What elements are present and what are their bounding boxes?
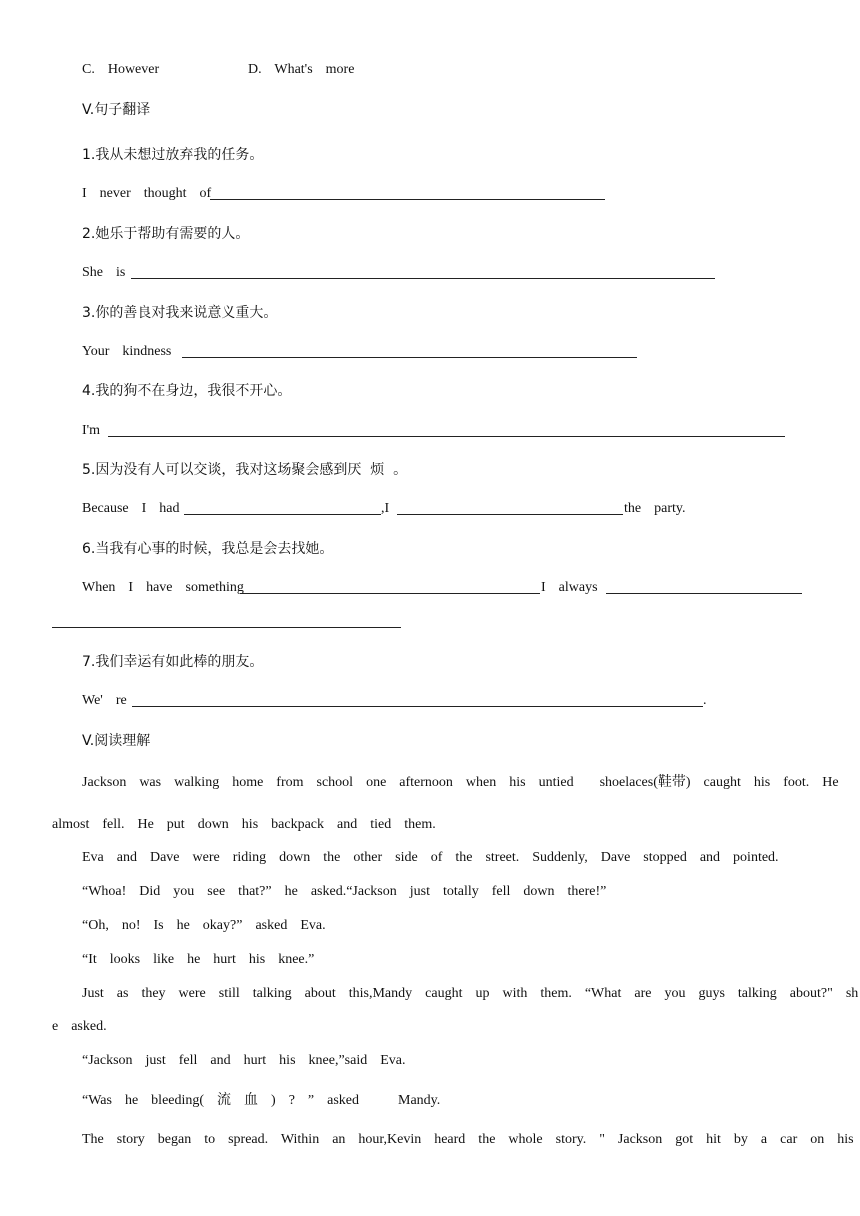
passage-line-2: almost fell. He put down his backpack and tied them. bbox=[52, 817, 436, 832]
translation-prompt-1: 1.我从未想过放弃我的任务。 bbox=[82, 147, 264, 163]
answer-blank-2[interactable] bbox=[131, 278, 715, 279]
translation-stem-5c: the party. bbox=[624, 501, 686, 516]
answer-blank-1[interactable] bbox=[210, 199, 605, 200]
passage-line-7: Just as they were still talking about this,Mandy caught up with them. “What are you guys talking about?" sh bbox=[82, 986, 859, 1001]
translation-stem-5b: ,I bbox=[381, 501, 390, 516]
answer-blank-5a[interactable] bbox=[184, 514, 381, 515]
translation-stem-5a: Because I had bbox=[82, 501, 180, 516]
translation-end-7: . bbox=[703, 693, 707, 708]
translation-prompt-3: 3.你的善良对我来说意义重大。 bbox=[82, 305, 278, 321]
translation-stem-3: Your kindness bbox=[82, 344, 172, 359]
answer-blank-5b[interactable] bbox=[397, 514, 623, 515]
passage-line-6: “It looks like he hurt his knee.” bbox=[82, 952, 315, 967]
section-heading-reading: V.阅读理解 bbox=[82, 733, 151, 749]
passage-line-3: Eva and Dave were riding down the other side of the street. Suddenly, Dave stopped and pointed. bbox=[82, 850, 779, 865]
passage-line-9: “Jackson just fell and hurt his knee,”said Eva. bbox=[82, 1053, 406, 1068]
answer-blank-6a[interactable] bbox=[240, 593, 540, 594]
answer-blank-6b[interactable] bbox=[606, 593, 802, 594]
translation-stem-6a: When I have something bbox=[82, 580, 244, 595]
translation-stem-6b: I always bbox=[541, 580, 598, 595]
translation-prompt-5: 5.因为没有人可以交谈，我对这场聚会感到厌 烦 。 bbox=[82, 462, 408, 478]
section-heading-translation: V.句子翻译 bbox=[82, 102, 151, 118]
translation-prompt-6: 6.当我有心事的时候，我总是会去找她。 bbox=[82, 541, 334, 557]
option-c: C. However bbox=[82, 62, 160, 77]
passage-line-11: The story began to spread. Within an hour,Kevin heard the whole story. " Jackson got hit by a car on his bbox=[82, 1132, 854, 1147]
translation-stem-4: I'm bbox=[82, 423, 101, 438]
answer-blank-7[interactable] bbox=[132, 706, 703, 707]
translation-stem-2: She is bbox=[82, 265, 126, 280]
passage-line-1: Jackson was walking home from school one afternoon when his untied shoelaces(鞋带) caught his foot. He bbox=[82, 775, 839, 790]
translation-prompt-4: 4.我的狗不在身边，我很不开心。 bbox=[82, 383, 292, 399]
translation-prompt-2: 2.她乐于帮助有需要的人。 bbox=[82, 226, 250, 242]
answer-blank-4[interactable] bbox=[108, 436, 785, 437]
passage-line-5: “Oh, no! Is he okay?” asked Eva. bbox=[82, 918, 326, 933]
answer-blank-3[interactable] bbox=[182, 357, 637, 358]
passage-line-8: e asked. bbox=[52, 1019, 107, 1034]
option-d: D. What's more bbox=[248, 62, 355, 77]
passage-line-4: “Whoa! Did you see that?” he asked.“Jackson just totally fell down there!” bbox=[82, 884, 607, 899]
answer-blank-6c[interactable] bbox=[52, 627, 401, 628]
passage-line-10: “Was he bleeding( 流 血 ) ? ” asked Mandy. bbox=[82, 1093, 441, 1108]
translation-stem-7: We' re bbox=[82, 693, 127, 708]
translation-stem-1: I never thought of bbox=[82, 186, 212, 201]
translation-prompt-7: 7.我们幸运有如此棒的朋友。 bbox=[82, 654, 264, 670]
